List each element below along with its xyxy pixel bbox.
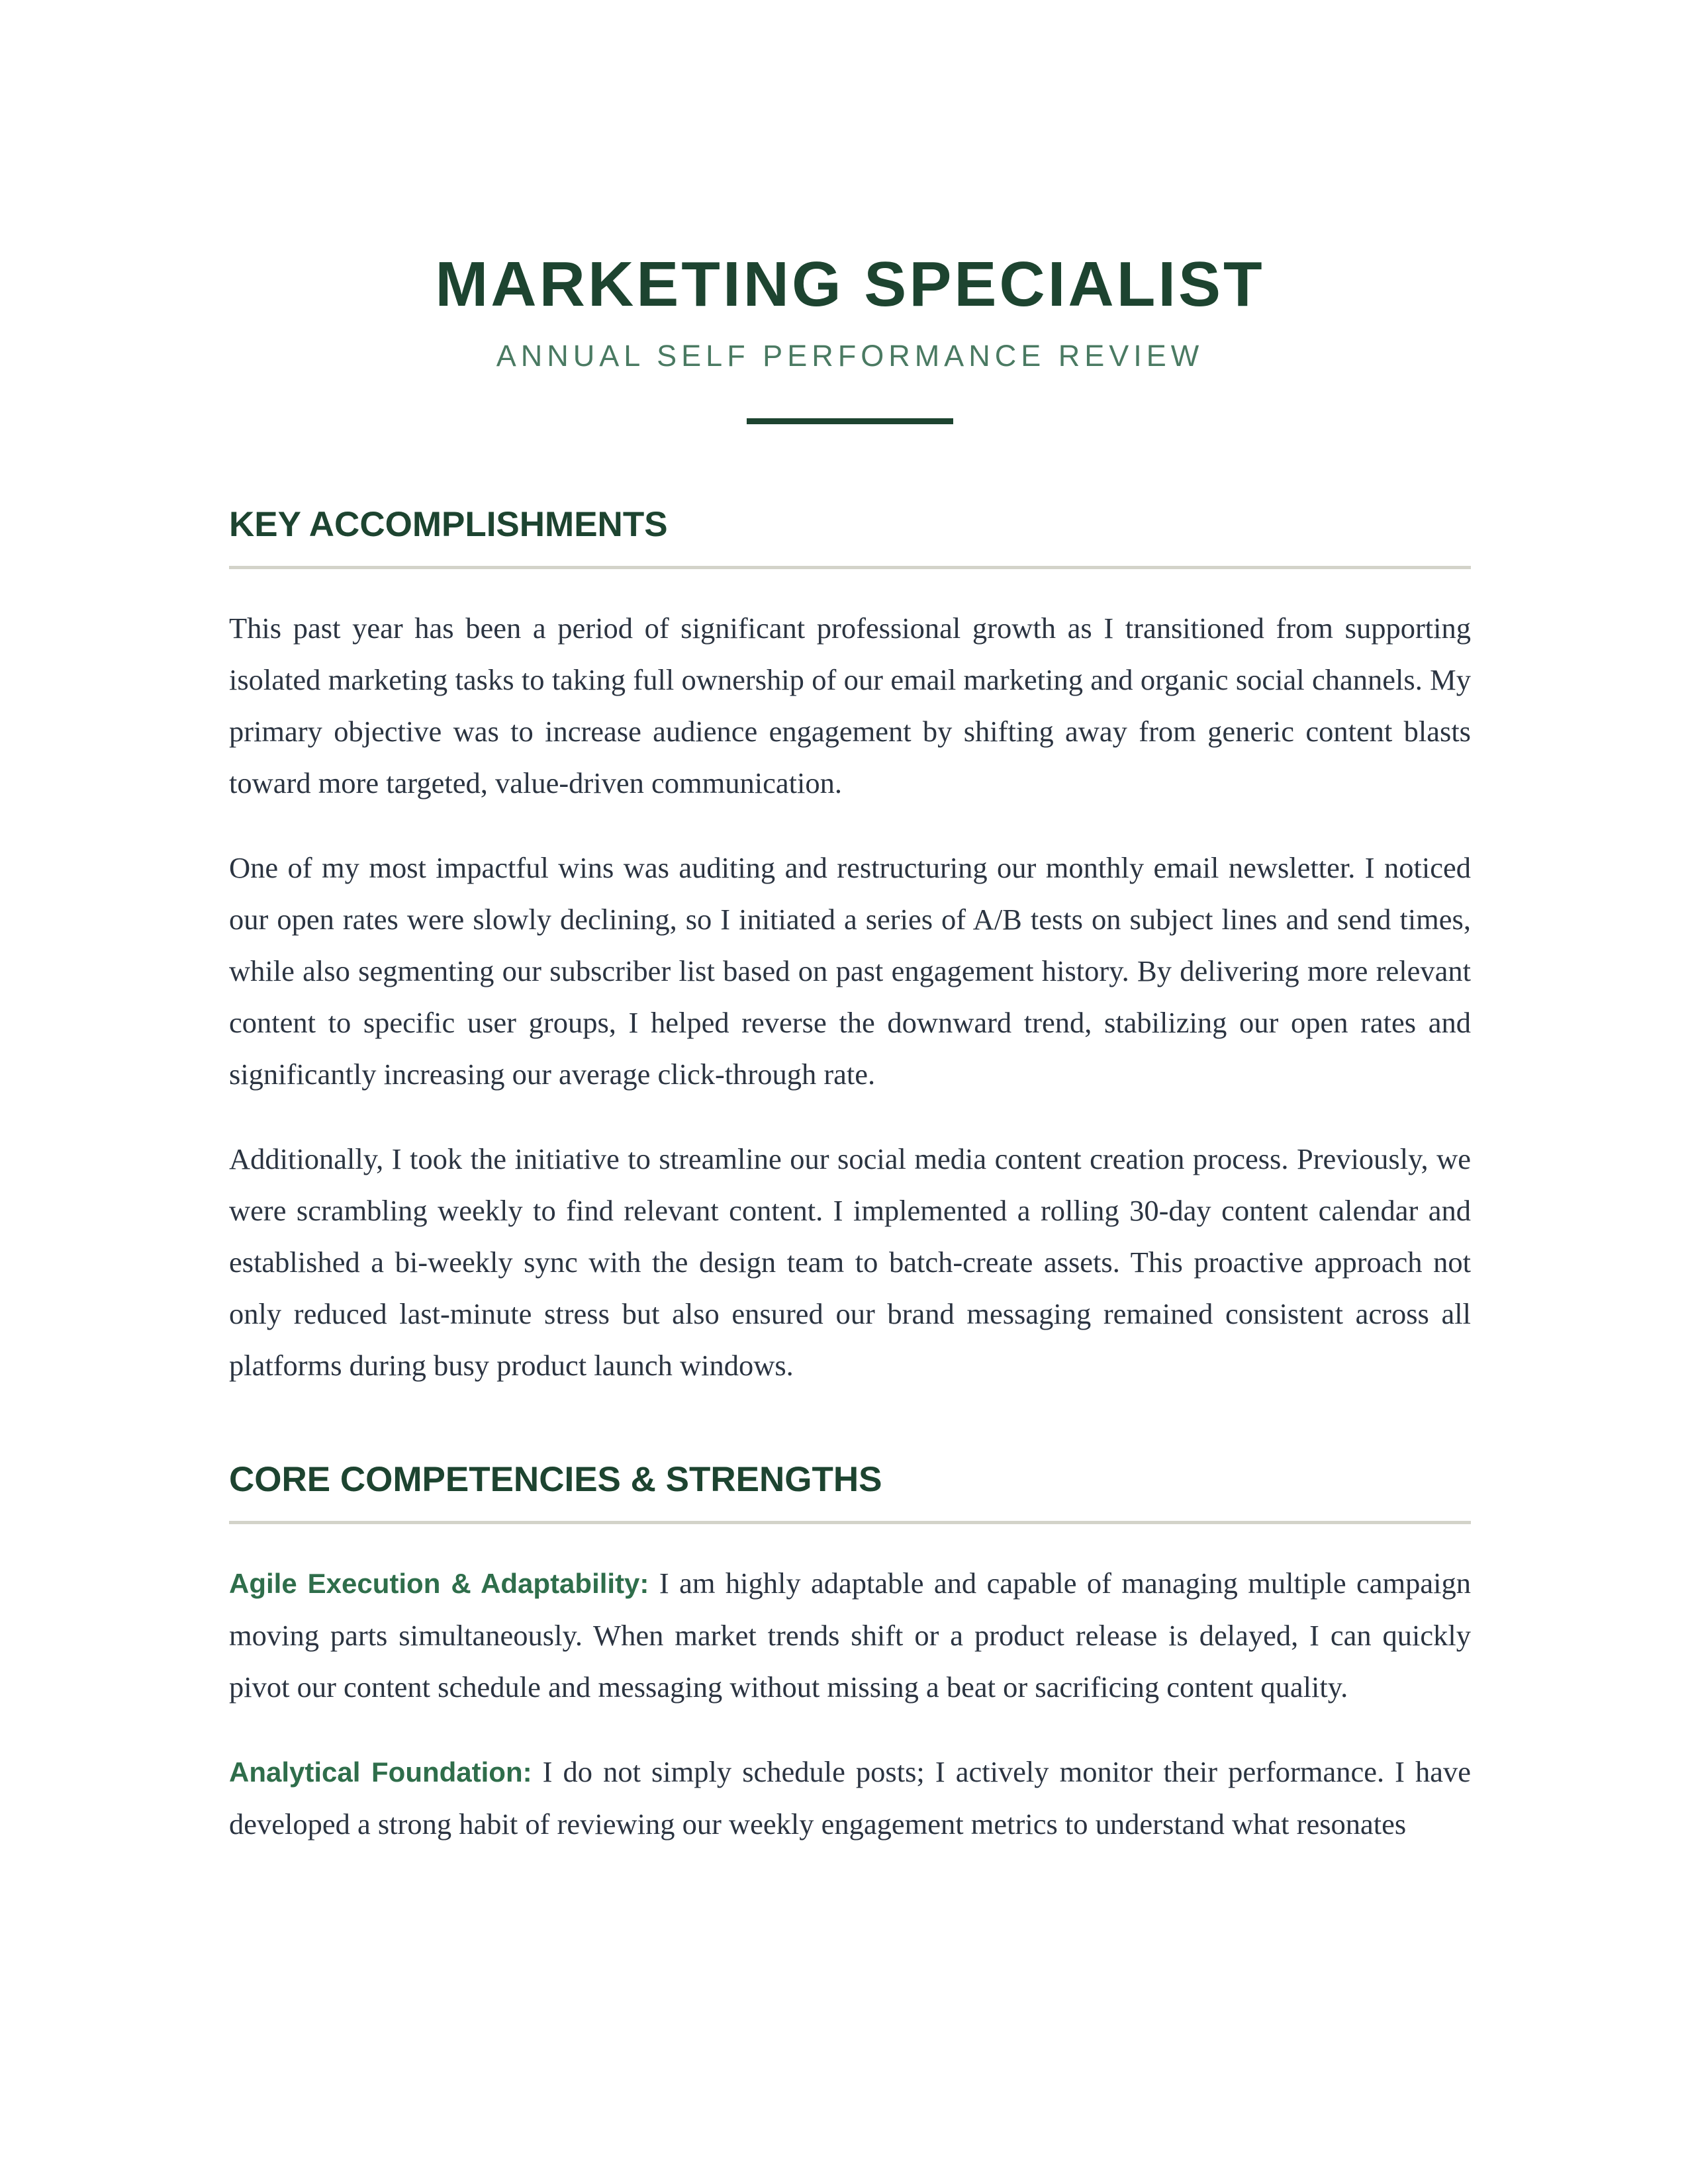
document-subtitle: ANNUAL SELF PERFORMANCE REVIEW: [496, 339, 1204, 373]
section-core-competencies: [229, 1459, 1471, 1850]
competency-item: [229, 1557, 1471, 1713]
section-divider: [229, 1521, 1471, 1524]
paragraph: Additionally, I took the initiative to streamline our social media content creation process. Previously, we were scrambling weekly to find relevant content. I implemented a rolling 30-day content calendar and established a bi-weekly sync with the design team to batch-create assets. This proactive approach not only reduced last-minute stress but also ensured our brand messaging remained consistent across all platforms during busy product launch windows.: [229, 1142, 1471, 1382]
document-page: [229, 245, 1471, 1850]
title-divider: [747, 418, 953, 424]
competency-label: Agile Execution & Adaptability:: [229, 1568, 649, 1599]
competency-label: Analytical Foundation:: [229, 1756, 532, 1788]
section-heading: CORE COMPETENCIES & STRENGTHS: [229, 1460, 882, 1499]
document-title: MARKETING SPECIALIST: [435, 249, 1265, 320]
competency-text: I do not simply schedule posts; I actively monitor their performance. I have developed a strong habit of reviewing our weekly engagement metrics to understand what resonates: [229, 1755, 1472, 1841]
paragraph: One of my most impactful wins was auditing and restructuring our monthly email newsletter. I noticed our open rates were slowly declining, so I initiated a series of A/B tests on subject lines and send times, while also segmenting our subscriber list based on past engagement history. By delivering more relevant content to specific user groups, I helped reverse the downward trend, stabilizing our open rates and significantly increasing our average click-through rate.: [229, 851, 1471, 1091]
competency-item: [229, 1746, 1471, 1850]
section-key-accomplishments: [229, 504, 1471, 1391]
section-divider: [229, 566, 1471, 569]
section-heading: KEY ACCOMPLISHMENTS: [229, 505, 668, 544]
paragraph: This past year has been a period of significant professional growth as I transitioned from supporting isolated marketing tasks to taking full ownership of our email marketing and organic social channels. My primary objective was to increase audience engagement by shifting away from generic content blasts toward more targeted, value-driven communication.: [229, 612, 1471, 799]
competency-text: I am highly adaptable and capable of managing multiple campaign moving parts simultaneously. When market trends shift or a product release is delayed, I can quickly pivot our content schedule and messaging without missing a beat or sacrificing content quality.: [229, 1567, 1471, 1704]
